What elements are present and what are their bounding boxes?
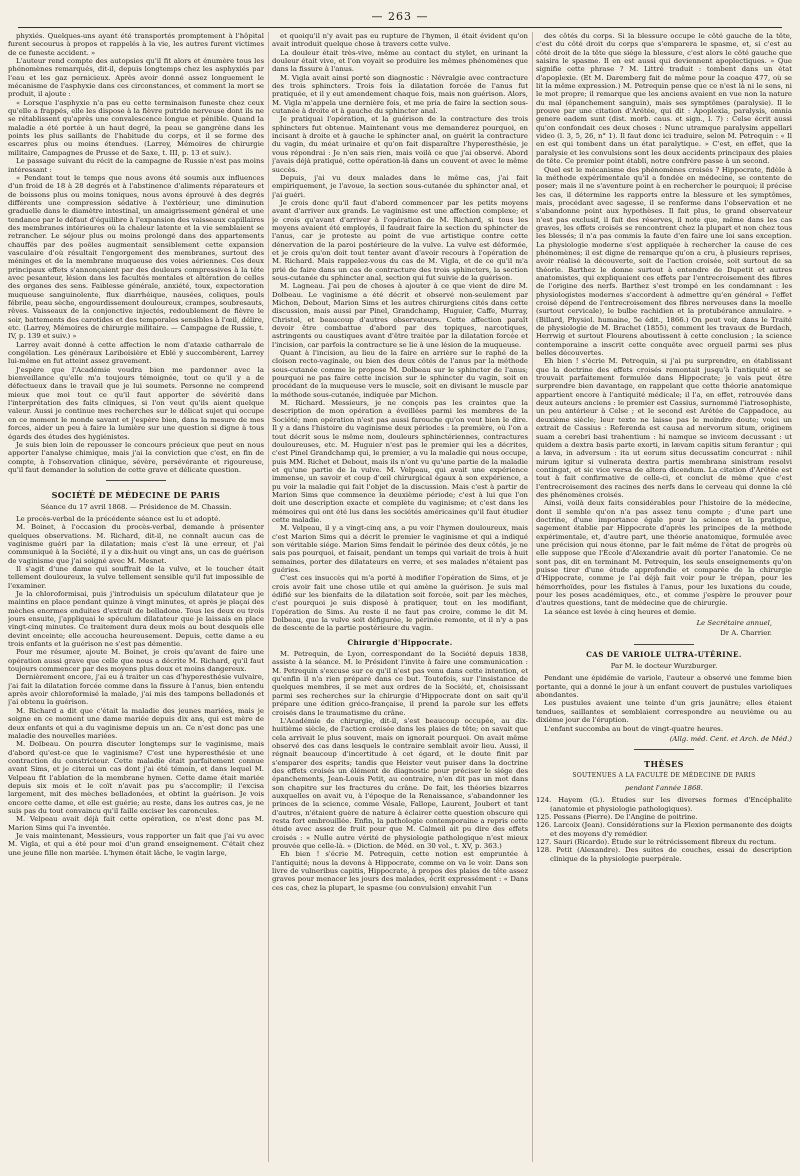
article-columns (8, 32, 792, 1166)
section-divider (634, 749, 694, 750)
paragraph: M. Velpeau avait déjà fait cette opération, ce n'est donc pas M. Marion Sims qui l'a inventée. (8, 815, 264, 832)
paragraph: C'est ces insuccès qui m'a porté à modifier l'opération de Sims, et je crois avoir fait une chose utile et qui amène la guérison. Je suis mal édifié sur les bienfaits de la dilatation soit forcée, soit par les mèches, c'est pourquoi je suis disposé à pratiquer, tout en les modifiant, l'opération de Sims. Au reste il ne faut pas croire, comme le dit M. Dolbeau, que la vulve soit défigurée, le périnée remonte, et il n'y a pas de descente de la partie postérieure du vagin. (272, 574, 528, 633)
paragraph: La douleur était très-vive, même au contact du stylet, en urinant la douleur était vive, et l'on voyait se produire les mêmes phénomènes que dans la fissure à l'anus. (272, 48, 528, 74)
paragraph: M. Velpeau, il y a vingt-cinq ans, a pu voir l'hymen douloureux, mais c'est Marion Sims qui a décrit le premier le vaginisme et qui a indiqué son véritable siége. Marion Sims fendait le périnée des deux côtés, je ne sais pas pourquoi, et faisait, pendant un temps qui variait de trois à huit semaines, porter des dilatateurs en verre, et ses malades n'étaient pas guéries. (272, 524, 528, 574)
paragraph: « Lorsque l'asphyxie n'a pas eu cette terminaison funeste chez ceux qu'elle a frappés, elle les dispose à la fièvre putride nerveuse dont ils ne se rétablissent qu'après une convalescence longue et pénible. Quand la maladie a été portée à un haut degré, la peau se gangrène dans les points les plus saillants de l'habitude du corps, et il se forme des escarres plus ou moins étendues. (Larrey, Mémoires de chirurgie militaire, Campagnes de Prusse et de Saxe, t. III, p. 13 et suiv.). (8, 98, 264, 157)
list-item: 127. Sauri (Ricardo). Étude sur le rétrécissement fibreux du rectum. (536, 837, 777, 846)
paragraph: Eh bien ! s'écrie M. Petrequin, cette notion est empruntée à l'antiquité; nous la devons à Hippocrate, comme on va le voir. Dans son livre de vulneribus capitis, Hippocrate, à propos des plaies de tête assez graves pour menacer les jours des malades, écrit expressément : « Dans ces cas, chez la plupart, le spasme (ou convulsion) envahit l'un (272, 850, 528, 892)
col2-body (272, 32, 528, 633)
paragraph: Dernièrement encore, j'ai eu à traiter un cas d'hyperesthésie vulvaire, j'ai fait la dilatation forcée comme dans la fissure à l'anus, bien entendu après avoir chloroformisé la malade, j'ai mis des tampons belladonés et j'ai obtenu la guérison. (8, 673, 264, 707)
theses-subheading: SOUTENUES A LA FACULTÉ DE MÉDECINE DE PARIS (572, 771, 756, 779)
column-3 (536, 32, 792, 1166)
paragraph: Le passage suivant du récit de la campagne de Russie n'est pas moins intéressant : (8, 157, 264, 174)
paragraph: Je crois donc qu'il faut d'abord commencer par les petits moyens avant d'arriver aux grands. Le vaginisme est une affection complexe; et je crois qu'avant d'arriver à l'opération de M. Richard, si tous les moyens avaient été employés, il faudrait faire la section du sphincter de l'anus, car je proteste au point de vue artistique contre cette dénervation de la paroi postérieure de la vulve. La vulve est déformée, et je crois qu'on doit tout tenter avant d'avoir recours à l'opération de M. Richard. Mais rappelez-vous du cas de M. Vigla, et de ce qu'il m'a prié de faire dans un cas de contracture des trois sphincters, la section sous-cutanée du sphincter anal, section qui fut suivie de la guérison. (272, 198, 528, 282)
paragraph: Je suis bien loin de repousser le concours précieux que peut en nous apporter l'analyse chimique, mais j'ai la conviction que c'est, en fin de compte, à l'observation clinique, sévère, persévérante et rigoureuse, qu'il faut demander la solution de cette grave et délicate question. (8, 440, 264, 474)
society-heading: SOCIÉTÉ DE MÉDECINE DE PARIS (51, 490, 221, 501)
list-item: 128. Petit (Alexandre). Des suites de couches, essai de description clinique de la physiologie puerpérale. (536, 846, 792, 863)
paragraph: Pendant une épidémie de variole, l'auteur a observé une femme bien portante, qui a donné le jour à un enfant couvert de pustules varioliques abondantes. (536, 674, 792, 700)
paragraph: Le procès-verbal de la précédente séance est lu et adopté. (16, 514, 221, 523)
signature-name: Dr A. Charrier. (720, 629, 772, 638)
paragraph: Les pustules avaient une teinte d'un gris jaunâtre; elles étaient tendues, saillantes et semblaient correspondre au neuvième ou au dixième jour de l'éruption. (536, 699, 792, 725)
page-number: — 263 — (371, 10, 429, 23)
column-1 (8, 32, 264, 1166)
paragraph: Quel est le mécanisme des phénomènes croisés ? Hippocrate, fidèle à la méthode expérimentale qu'il a fondée en médecine, se contente de poser; mais il ne s'aventure point à en rechercher le pourquoi; il précise les cas, il détermine les rapports entre la blessure et les symptômes, mais, procédant avec sagesse, il se renferme dans l'observation et ne s'abandonne point aux hypothèses. Il fait plus, le grand observateur n'est pas exclusif, il fait des réserves, il note que, même dans les cas graves, les effets croisés se rencontrent chez la plupart et non chez tous les blessés; il n'a pas commis la faute d'en faire une loi sans exception. La physiologie moderne s'est appliquée à rechercher la cause de ces phénomènes; il est digne de remarque qu'on a cru, à plusieurs reprises, avoir réalisé la découverte, soit de l'action croisée, soit surtout de sa théorie. Barthez le donne surtout à entendre de Dupetit et autres anatomistes, qui expliquaient ces effets par l'entrecroisement des fibres de l'origine des nerfs. Barthez s'est trompé en les condamnant : les physiologistes modernes s'accordent à admettre qu'en général « l'effet croisé dépend de l'entrecroisement des fibres nerveuses dans la moelle (surtout cervicale), le bulbe rachidien et la protubérance annulaire. » (Billard, Physiol. humaine, 5e édit., 1866.) On peut voir, dans le Traité de physiologie de M. Brachet (1855), comment les travaux de Burdach, Herrwig et surtout Flourens aboutissent à cette conclusion ; la science contemporaine a inscrit cette conquête avec orgueil parmi ses plus belles découvertes. (536, 165, 792, 358)
section-heading: Chirurgie d'Hippocrate. (347, 637, 453, 647)
section-body (272, 650, 528, 892)
paragraph: Je pratiquai l'opération, et la guérison de la contracture des trois sphincters fut obtenue. Maintenant vous me demanderez pourquoi, en incisant à droite et à gauche le sphincter anal, on guérit la contracture du vagin, du méat urinaire et qu'on fait disparaître l'hyperesthésie, je vous répondrai : Je n'en sais rien, mais voilà ce que j'ai observé. Abord j'avais déjà pratiqué, cette opération-là dans un couvent et avec le même succès. (272, 115, 528, 174)
paragraph: M. Richard. Messieurs, je ne conçois pas les craintes que la description de mon opération a éveillées parmi les membres de la Société; mon opération n'est pas aussi farouche qu'on veut bien le dire. Il y a dans l'histoire du vaginisme deux périodes : la première, où l'on a tout décrit sous le même nom, douleurs sphinctériennes, contractures douloureuses, etc. M. Huguier n'est pas le premier qui les a décrites, c'est Pinel Grandchamp qui, le premier, a vu la maladie qui nous occupe, puis MM. Richet et Debout, mais ils n'ont vu qu'une partie de la maladie et qu'une partie de la vulve. M. Velpeau, qui avait une expérience immense, un savoir et coup d'œil chirurgical égaux à son expérience, a pu voir la maladie qui fait l'objet de la discussion. Mais c'est à partir de Marion Sims que commence la deuxième période; c'est à lui que l'on doit une description exacte et complète du vaginisme; et c'est dans les mémoires qui ont été lus dans les sociétés américaines qu'il faut étudier cette maladie. (272, 399, 528, 524)
case-body (536, 674, 792, 732)
paragraph: Pour me résumer, ajoute M. Boinet, je crois qu'avant de faire une opération aussi grave que celle que nous a décrite M. Richard, qu'il faut toujours commencer par des moyens plus doux et moins dangereux. (8, 648, 264, 674)
paragraph: M. Dolbeau. On pourra discuter longtemps sur le vaginisme, mais d'abord qu'est-ce que le vaginisme? C'est une hyperesthésie et une contraction du constricteur. Cette maladie était parfaitement connue avant Sims, et je citerai un cas dont j'ai été témoin, et dans lequel M. Velpeau fit l'ablation de la membrane hymen. Cette dame était mariée depuis six mois et le coït n'avait pas pu s'accomplir; il l'excisa largement, mit des mèches belladonées, et obtint la guérison. Je vois encore cette dame, et elle est guérie; au reste, dans les autres cas, je ne suis pas du tout convaincu qu'il faille exciser les caroncules. (8, 740, 264, 815)
paragraph: Il s'agit d'une dame qui souffrait de la vulve, et le toucher était tellement douloureux, la vulve tellement sensible qu'il fut impossible de l'examiner. (8, 564, 264, 590)
paragraph: Eh bien ! s'écrie M. Petrequin, si j'ai pu surprendre, en établissant que la doctrine des effets croisés remontait jusqu'à l'antiquité et se trouvait parfaitement formulée dans Hippocrate; je vais peut être surprendre bien davantage, en rappelant que cette théorie anatomique appartient encore à l'antiquité médicale; il l'a, en effet, retrouvée dans deux auteurs anciens : le premier est Cassius, surnommé l'iatrosophiste, un peu antérieur à Celse ; et le second est Arétée de Cappadoce, au deuxième siècle; leur texte ne laisse pas le moindre doute; voici un extrait de Cassius : Referenda est causa ad nervorum situm, originem suam a cerebri basi trahentium : hi namque se invicem decussant : ut quidem a dextra basis parte exorti, in lævam capitis situm ferantur ; qui a læva, in adversum : ita ut eorum situs decussatim concurrat : nihil mirum igitur si vulnerata dextra partis membrana sinistram resolvi contingat, et sic vice versa de altera dicendum. La citation d'Arétée est tout à fait confirmative de celle-ci, et conclut de même que c'est l'entrecroisement des racines des nerfs dans le cerveau qui donne la clé des phénomènes croisés. (536, 357, 792, 499)
paragraph: La séance est levée à cinq heures et demie. (544, 607, 697, 616)
paragraph: « Pendant tout le temps que nous avons été soumis aux influences d'un froid de 18 à 28 degrés et à l'abstinence d'aliments réparateurs et de boissons plus ou moins toniques, nous avons éprouvé à des degrés différents une compression sédative à l'extérieur, une diminution graduelle dans le diamètre intestinal, un amaigrissement général et une tendance par le défaut d'équilibre à l'expansion des vaisseaux capillaires des membranes intérieures où la chaleur latente et la vie semblaient se retrancher. Le séjour plus ou moins prolongé dans des appartements chauffés par des poêles augmentait sensiblement cette expansion vasculaire d'où résultait l'engorgement des membranes, surtout des méninges et de la membrane muqueuse des voies aériennes. Ces deux principaux effets s'annonçaient par des douleurs compressives à la tête avec pesanteur, lésion dans les facultés mentales et altération de celles des organes des sens. Faiblesse générale, anxiété, toux, expectoration muqueuse sanguinolente, flux diarrhéique, nausées, coliques, pouls fébrile, peau sèche, engourdissement douloureux, crampes, soubresauts, rêves. Vaisseaux de la conjonctive injectés, redoublement de fièvre le soir, battements des carotides et des temporales sensibles à l'œil, délire, etc. (Larrey, Mémoires de chirurgie militaire. — Campagne de Russie, t. IV, p. 139 et suiv.) » (8, 173, 264, 341)
section-divider (106, 480, 166, 481)
paragraph: phyxiés. Quelques-uns ayant été transportés promptement à l'hôpital furent secourus à propos et rappelés à la vie, les autres furent victimes de ce funeste accident. » (8, 32, 264, 57)
paragraph: des côtés du corps. Si la blessure occupe le côté gauche de la tête, c'est du côté droit du corps que s'emparera le spasme, et, si c'est au côté droit de la tête que siége la blessure, c'est alors le côté gauche que saisira le spasme. Il en est aussi qui deviennent apoplectiques. » Que signifie cette phrase ? M. Littré traduit : tombent dans un état d'apoplexie. (Et M. Daremberg fait de même pour la coaque 477, où se lit la même expression.) M. Petrequin pense que ce n'est là ni le sens, ni le mot propre; il remarque que les anciens avaient en vue non la nature du mal (épanchement sanguin), mais ses symptômes (paralysie). Il le prouve par une citation d'Arétée, qui dit : Apoplexia, paralysis, omnia genere eadem sunt (dist. morb. caus. et sign., l. 7) : Celse écrit aussi qu'on confondait ces deux choses : Nunc utramque paralysim appellari video (l. 3, 5, 26, n° 1). Il faut donc ici traduire, selon M. Petrequin : « Il en est qui tombent dans un état paralytique. » C'est, en effet, que la paralysie et les convulsions sont les deux accidents principaux des plaies de tête. Ce premier point établi, notre confrère passe à un second. (536, 32, 792, 166)
paragraph: Larrey avait donné à cette affection le nom d'ataxie catharrale de congélation. Les généraux Lariboisière et Eblé y succombèrent, Larrey lui-même en fut atteint assez gravement. (8, 340, 264, 366)
session-body (8, 515, 264, 857)
list-item: 126. Larcoix (Jean). Considérations sur la Flexion permanente des doigts et des moyens d'y remédier. (536, 821, 792, 838)
section-divider (634, 644, 694, 645)
col1-body (8, 32, 264, 474)
signature-title: Le Secrétaire annuel, (696, 619, 772, 628)
case-source: (Allg. méd. Cent. et Arch. de Méd.) (669, 734, 792, 743)
session-line: Séance du 17 avril 1868. — Présidence de M. Chassin. (40, 502, 232, 511)
list-item: 125. Pessans (Pierre). De l'Angine de poitrine. (536, 812, 698, 821)
column-2 (272, 32, 528, 1166)
paragraph: Depuis, j'ai vu deux malades dans le même cas, j'ai fait empiriquement, je l'avoue, la section sous-cutanée du sphincter anal, et j'ai guéri. (272, 173, 528, 199)
paragraph: J'espère que l'Académie voudra bien me pardonner avec la bienveillance qu'elle m'a toujours témoignée, tout ce qu'il y a de défectueux dans le travail que je lui soumets. Personne ne comprend mieux que moi tout ce qu'il faut apporter de sévérité dans l'interprétation des faits cliniques, si l'on veut qu'ils aient quelque valeur. Aussi je continue mes recherches sur le délicat sujet qui occupe en ce moment le monde savant et j'espère bien, dans la mesure de mes forces, aider un peu à faire la lumière sur une question si digne à tous égards des études des hygiénistes. (8, 365, 264, 441)
paragraph: Je la chloroformisai, puis j'introduisis un spéculum dilatateur que je maintins en place pendant quinze à vingt minutes, et après je plaçai des mèches enormes enduites d'extrait de belladone. Tous les deux ou trois jours ensuite, j'appliquai le spéculum dilatateur que je laissais en place vingt-cinq minutes. Ce traitement dura deux mois au bout desquels elle devint enceinte; elle accoucha heureusement. Depuis, cette dame a eu trois enfants et la guérison ne s'est pas démentie. (8, 590, 264, 649)
case-heading: CAS DE VARIOLE ULTRA-UTÉRINE. (586, 649, 742, 659)
paragraph: L'enfant succomba au bout de vingt-quatre heures. (544, 724, 723, 733)
list-item: 124. Hayem (G.). Études sur les diverses formes d'Encéphalite (anatomie et physiologie pathologiques). (536, 796, 792, 813)
paragraph: Ainsi, voilà deux faits considérables pour l'histoire de la médecine, dont il semble qu'on n'a pas assez tenu compte ; d'une part une doctrine, d'une importance égale pour la science et la pratique, sagement établie par Hippocrate d'après les principes de la méthode expérimentale, et, d'autre part, une théorie anatomique, formulée avec une précision qui nous étonne, par le fait même de l'état de progrès où elle suppose que l'École d'Alexandrie avait dû porter l'anatomie. Ce ne sont pas, dit en terminant M. Petrequin, les seuls enseignements qu'on puisse tirer d'une étude approfondie et comparée de la chirurgie d'Hippocrate, comme je l'ai déjà fait voir pour le trépan, pour les hémorrhoïdes, pour les fistules à l'anus, pour les luxations du coude, pour les poses académiques, etc., et comme j'espère le prouver pour d'autres questions, tant de médecine que de chirurgie. (536, 499, 792, 608)
theses-list (536, 796, 792, 863)
paragraph: M. Vigla avait ainsi porté son diagnostic : Névralgie avec contracture des trois sphincters. Trois fois la dilatation forcée de l'anus fut pratiquée, et il y eut amendement chaque fois, mais non guérison. Alors, M. Vigla m'appela une dernière fois, et me pria de faire la section sous-cutanée à droite et à gauche du sphincter anal. (272, 73, 528, 116)
paragraph: M. Boinet, à l'occasion du procès-verbal, demande à présenter quelques observations. M. Richard, dit-il, ne connaît aucun cas de vaginisme guéri par la dilatation; mais c'est là une erreur, et j'ai communiqué à la Société, il y a dix-huit ou vingt ans, un cas de guérison de vaginisme que j'ai soigné avec M. Mesnet. (8, 523, 264, 565)
paragraph: Quant à l'incision, au lieu de la faire en arrière sur le raphé de la cloison recto-vaginale, ou bien des deux côtés de l'anus par la méthode sous-cutanée comme le propose M. Dolbeau sur le sphincter de l'anus; pourquoi ne pas faire cette incision sur le sphincter du vagin, soit en procédant de la muqueuse vers le muscle, soit en divisant le muscle par la méthode sous-cutanée, indiquée par Michon. (272, 349, 528, 399)
theses-heading: THÈSES (644, 759, 684, 770)
paragraph: L'auteur rend compte des autopsies qu'il fit alors et énumère tous les phénomènes remarqués, dit-il, depuis longtemps chez les asphyxiés par l'eau et les gaz pernicieux. Après avoir donné assez longuement le mécanisme de l'asphyxie dans ces circonstances, et comment la mort se produit, il ajoute : (8, 57, 264, 99)
paragraph: M. Richard a dit que c'était la maladie des jeunes mariées, mais je soigne en ce moment une dame mariée depuis dix ans, qui est mère de deux enfants et qui a du vaginisme depuis un an. Ce n'est donc pas une maladie des nouvelles mariées. (8, 706, 264, 740)
header-rule (18, 27, 782, 28)
paragraph: M. Petrequin, de Lyon, correspondant de la Société depuis 1838, assiste à la séance. M. le Président l'invite à faire une communication : M. Petrequin s'excuse sur ce qu'il n'est pas venu dans cette intention, et qu'enfin il n'a rien préparé dans ce but. Toutefois, sur l'insistance de quelques membres, il se met aux ordres de la Société, et, choisissant parmi ses recherches sur la chirurgie d'Hippocrate dont on sait qu'il prépare une édition gréco-française, il prend la parole sur les effets croisés dans le traumatisme du crâne. (272, 650, 528, 717)
paragraph: L'Académie de chirurgie, dit-il, s'est beaucoup occupée, au dix-huitième siècle, de l'action croisée dans les plaies de tête; on savait que cela arrivait le plus souvent, mais on ignorait pourquoi. On avait même observé des cas dans lesquels le contraire semblait avoir lieu. Aussi, il régnait beaucoup d'incertitude à cet égard, et le doute finit par s'emparer des esprits; tandis que Heister veut puiser dans la doctrine des effets croisés un élément de diagnostic pour préciser le siége des épanchements, Jean-Louis Petit, au contraire, n'en dit pas un mot dans son chapitre sur les fractures du crâne. De fait, les théories bizarres auxquelles on avait vu, à l'époque de la Renaissance, s'abandonner les princes de la science, comme Vésale, Fallope, Laurent, Joubert et tant d'autres, n'étaient guère de nature à éclairer cette question obscure qui resta fort embrouillée. Enfin, la pathologie contemporaine a repris cette étude avec assez de fruit pour que M. Calmeil ait pu dire des effets croisés : « Nulle autre vérité de physiologie pathologique n'est mieux prouvée que celle-là. » (Diction. de Méd. en 30 vol., t. XV, p. 363.) (272, 716, 528, 850)
paragraph: Je vais maintenant, Messieurs, vous rapporter un fait que j'ai vu avec M. Vigla, et qui a été pour moi d'un grand enseignement. C'était chez une jeune fille non mariée. L'hymen était lâche, le vagin large, (8, 831, 264, 857)
theses-period: pendant l'année 1868. (625, 783, 703, 792)
col3-body (536, 32, 792, 616)
paragraph: M. Lagneau. J'ai peu de choses à ajouter à ce que vient de dire M. Dolbeau. Le vaginisme a été décrit et observé non-seulement par Michon, Debout, Marion Sims et les autres chirurgiens cités dans cette discussion, mais aussi par Pinel, Grandchamp, Huguier, Caffe, Murray, Christol, et beaucoup d'autres observateurs. Cette affection paraît devoir être combattue d'abord par des topiques, narcotiques, astringents ou caustiques avant d'être traitée par la dilatation forcée et l'incision, car parfois la contracture se lie à une lésion de la muqueuse. (272, 282, 528, 349)
case-author: Par M. le docteur Wurzburger. (610, 662, 718, 671)
paragraph: et quoiqu'il n'y avait pas eu rupture de l'hymen, il était évident qu'on avait introduit quelque chose à travers cette vulve. (272, 32, 528, 49)
